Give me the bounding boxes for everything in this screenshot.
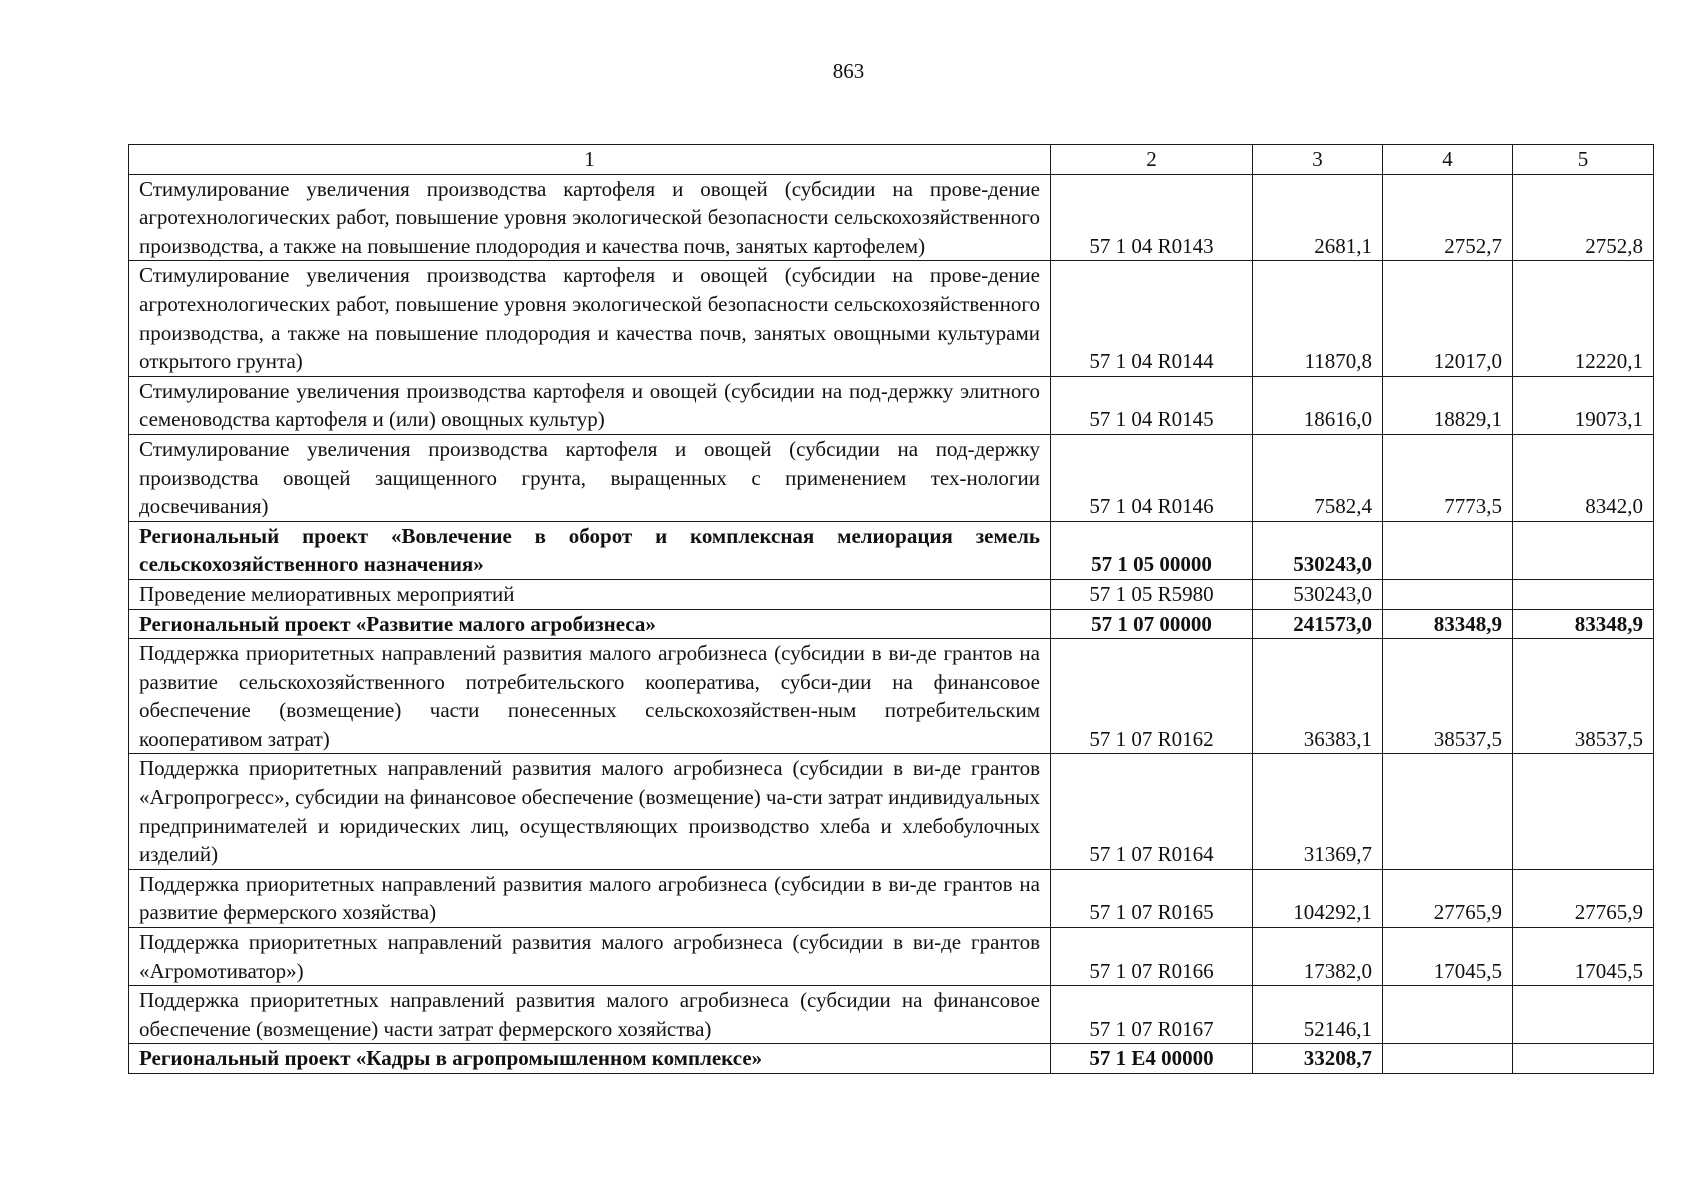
- row-code-cell: 57 1 05 R5980: [1051, 579, 1253, 609]
- row-value-col5: [1513, 521, 1654, 579]
- row-name-cell: Проведение мелиоративных мероприятий: [129, 579, 1051, 609]
- row-value-col5: [1513, 754, 1654, 869]
- row-name-cell: Поддержка приоритетных направлений развития малого агробизнеса (субсидии в ви-де грантов на развитие фермерского хозяйства): [129, 869, 1051, 927]
- table-row: [129, 928, 1654, 986]
- row-value-col3: 7582,4: [1253, 434, 1383, 521]
- row-value-col3: 241573,0: [1253, 609, 1383, 639]
- row-name-cell: Поддержка приоритетных направлений развития малого агробизнеса (субсидии в ви-де грантов «Агромотиватор»): [129, 928, 1051, 986]
- row-value-col3: 18616,0: [1253, 376, 1383, 434]
- table-row: [129, 521, 1654, 579]
- row-value-col4: [1383, 754, 1513, 869]
- row-code-cell: 57 1 E4 00000: [1051, 1044, 1253, 1074]
- row-value-col4: [1383, 521, 1513, 579]
- row-name-cell: Стимулирование увеличения производства картофеля и овощей (субсидии на под-держку элитного семеноводства картофеля и (или) овощных культур): [129, 376, 1051, 434]
- row-code-cell: 57 1 07 R0165: [1051, 869, 1253, 927]
- row-value-col5: 27765,9: [1513, 869, 1654, 927]
- header-col-3: 3: [1253, 145, 1383, 175]
- page-number: 863: [832, 59, 865, 83]
- row-value-col3: 530243,0: [1253, 521, 1383, 579]
- row-name-cell: Стимулирование увеличения производства картофеля и овощей (субсидии на прове-дение агротехнологических работ, повышение уровня экологической безопасности сельскохозяйственного производства, а также на повышение плодородия и качества почв, занятых картофелем): [129, 174, 1051, 261]
- row-value-col5: 17045,5: [1513, 928, 1654, 986]
- row-value-col5: 19073,1: [1513, 376, 1654, 434]
- row-value-col4: 38537,5: [1383, 639, 1513, 754]
- table-row: [129, 869, 1654, 927]
- row-value-col5: 38537,5: [1513, 639, 1654, 754]
- row-code-cell: 57 1 04 R0145: [1051, 376, 1253, 434]
- table-row: [129, 579, 1654, 609]
- table-row: [129, 754, 1654, 869]
- row-code-cell: 57 1 05 00000: [1051, 521, 1253, 579]
- row-value-col3: 11870,8: [1253, 261, 1383, 376]
- row-name-cell: Поддержка приоритетных направлений развития малого агробизнеса (субсидии на финансовое обеспечение (возмещение) части затрат фермерского хозяйства): [129, 986, 1051, 1044]
- row-value-col5: 12220,1: [1513, 261, 1654, 376]
- row-code-cell: 57 1 07 00000: [1051, 609, 1253, 639]
- row-value-col5: 2752,8: [1513, 174, 1654, 261]
- row-name-cell: Поддержка приоритетных направлений развития малого агробизнеса (субсидии в ви-де грантов «Агропрогресс», субсидии на финансовое обеспечение (возмещение) ча-сти затрат индивидуальных предпринимателей и юридических лиц, осуществляющих производство хлеба и хлебобулочных изделий): [129, 754, 1051, 869]
- row-value-col3: 33208,7: [1253, 1044, 1383, 1074]
- row-name-cell: Поддержка приоритетных направлений развития малого агробизнеса (субсидии в ви-де грантов на развитие сельскохозяйственного потребительского кооператива, субси-дии на финансовое обеспечение (возмещение) части понесенных сельскохозяйствен-ным потребительским кооперативом затрат): [129, 639, 1051, 754]
- row-code-cell: 57 1 04 R0144: [1051, 261, 1253, 376]
- row-value-col5: 8342,0: [1513, 434, 1654, 521]
- row-value-col4: [1383, 579, 1513, 609]
- table-row: [129, 1044, 1654, 1074]
- row-code-cell: 57 1 04 R0146: [1051, 434, 1253, 521]
- table-header-row: [129, 145, 1654, 175]
- row-name-cell: Региональный проект «Вовлечение в оборот и комплексная мелиорация земель сельскохозяйственного назначения»: [129, 521, 1051, 579]
- header-col-5: 5: [1513, 145, 1654, 175]
- header-col-2: 2: [1051, 145, 1253, 175]
- header-col-4: 4: [1383, 145, 1513, 175]
- table-row: [129, 174, 1654, 261]
- table-row: [129, 434, 1654, 521]
- row-value-col3: 52146,1: [1253, 986, 1383, 1044]
- row-name-cell: Региональный проект «Кадры в агропромышленном комплексе»: [129, 1044, 1051, 1074]
- row-value-col3: 17382,0: [1253, 928, 1383, 986]
- table-row: [129, 986, 1654, 1044]
- row-value-col4: 17045,5: [1383, 928, 1513, 986]
- row-code-cell: 57 1 07 R0162: [1051, 639, 1253, 754]
- budget-table: [128, 144, 1654, 1074]
- table-row: [129, 609, 1654, 639]
- table-row: [129, 639, 1654, 754]
- header-col-1: 1: [129, 145, 1051, 175]
- row-name-cell: Стимулирование увеличения производства картофеля и овощей (субсидии на прове-дение агротехнологических работ, повышение уровня экологической безопасности сельскохозяйственного производства, а также на повышение плодородия и качества почв, занятых овощными культурами открытого грунта): [129, 261, 1051, 376]
- row-value-col4: 18829,1: [1383, 376, 1513, 434]
- row-code-cell: 57 1 07 R0167: [1051, 986, 1253, 1044]
- row-value-col4: 83348,9: [1383, 609, 1513, 639]
- row-value-col4: 27765,9: [1383, 869, 1513, 927]
- row-value-col3: 36383,1: [1253, 639, 1383, 754]
- row-value-col5: 83348,9: [1513, 609, 1654, 639]
- row-name-cell: Стимулирование увеличения производства картофеля и овощей (субсидии на под-держку производства овощей защищенного грунта, выращенных с применением тех-нологии досвечивания): [129, 434, 1051, 521]
- table-row: [129, 376, 1654, 434]
- row-value-col4: 7773,5: [1383, 434, 1513, 521]
- row-value-col3: 530243,0: [1253, 579, 1383, 609]
- row-value-col5: [1513, 986, 1654, 1044]
- row-value-col4: [1383, 986, 1513, 1044]
- row-code-cell: 57 1 07 R0166: [1051, 928, 1253, 986]
- row-value-col4: [1383, 1044, 1513, 1074]
- row-value-col4: 12017,0: [1383, 261, 1513, 376]
- row-name-cell: Региональный проект «Развитие малого агробизнеса»: [129, 609, 1051, 639]
- row-value-col5: [1513, 1044, 1654, 1074]
- row-value-col3: 31369,7: [1253, 754, 1383, 869]
- row-value-col3: 2681,1: [1253, 174, 1383, 261]
- table-body: [129, 174, 1654, 1073]
- row-code-cell: 57 1 04 R0143: [1051, 174, 1253, 261]
- row-value-col3: 104292,1: [1253, 869, 1383, 927]
- row-value-col4: 2752,7: [1383, 174, 1513, 261]
- row-code-cell: 57 1 07 R0164: [1051, 754, 1253, 869]
- row-value-col5: [1513, 579, 1654, 609]
- table-row: [129, 261, 1654, 376]
